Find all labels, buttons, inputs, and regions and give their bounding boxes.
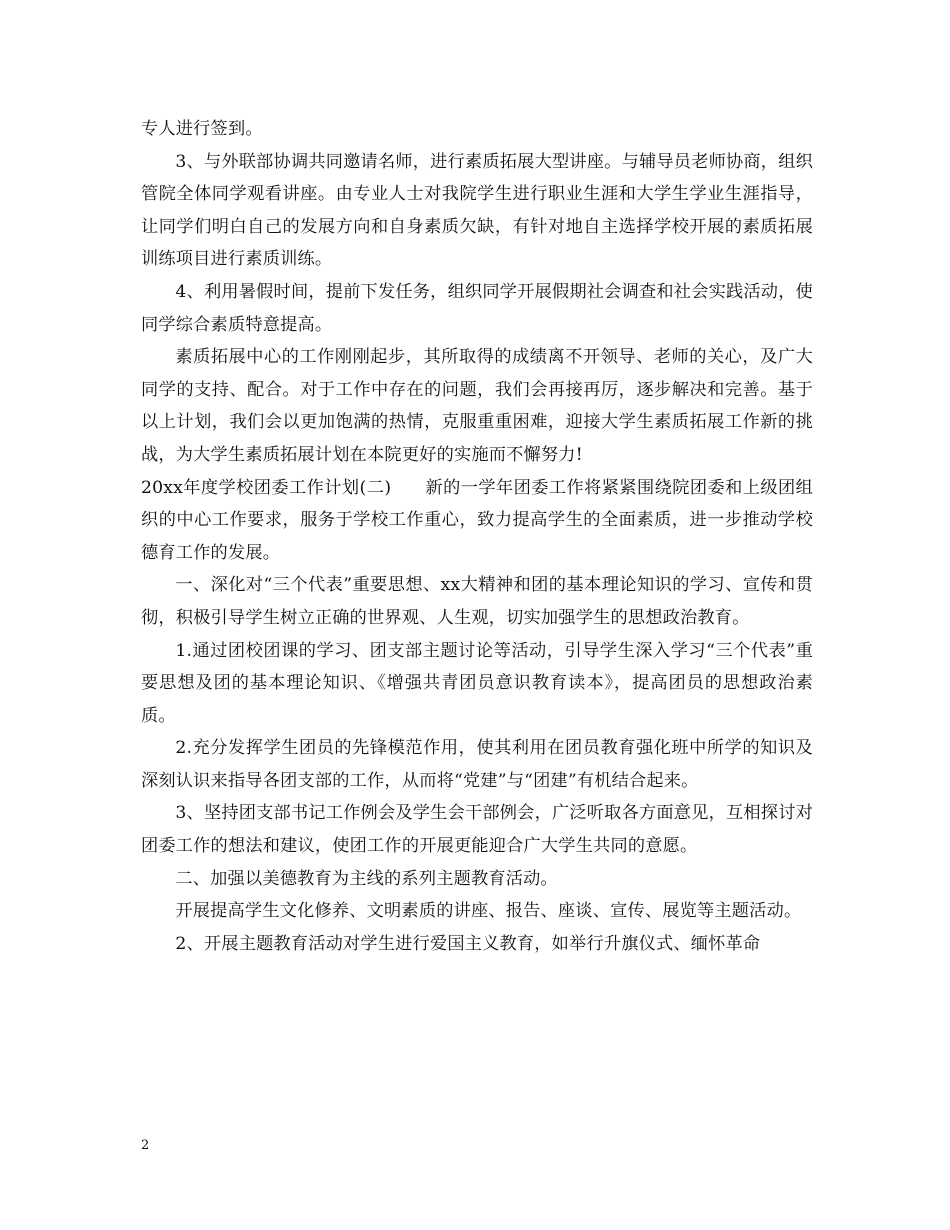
paragraph-1: 专人进行签到。 bbox=[141, 119, 263, 139]
paragraph-8: 2.充分发挥学生团员的先锋模范作用，使其利用在团员教育强化班中所学的知识及深刻认识来指导各团支部的工作，从而将“党建”与“团建”有机结合起来。 bbox=[141, 738, 813, 791]
paragraph-7: 1.通过团校团课的学习、团支部主题讨论等活动，引导学生深入学习“三个代表”重要思想及团的基本理论知识、《增强共青团员意识教育读本》，提高团员的思想政治素质。 bbox=[141, 640, 813, 726]
paragraph-5-text: 新的一学年团委工作将紧紧围绕院团委和上级团组织的中心工作要求，服务于学校工作重心，致力提高学生的全面素质，进一步推动学校德育工作的发展。 bbox=[141, 477, 813, 563]
paragraph-6: 一、深化对“三个代表”重要思想、xx大精神和团的基本理论知识的学习、宣传和贯彻，积极引导学生树立正确的世界观、人生观，切实加强学生的思想政治教育。 bbox=[141, 575, 813, 628]
document-body bbox=[141, 113, 813, 960]
section-heading: 20xx年度学校团委工作计划(二) bbox=[141, 477, 392, 498]
paragraph-4: 素质拓展中心的工作刚刚起步，其所取得的成绩离不开领导、老师的关心，及广大同学的支持、配合。对于工作中存在的问题，我们会再接再厉，逐步解决和完善。基于以上计划，我们会以更加饱满的热情，克服重重困难，迎接大学生素质拓展工作新的挑战，为大学生素质拓展计划在本院更好的实施而不懈努力! bbox=[141, 347, 813, 465]
paragraph-12: 2、开展主题教育活动对学生进行爱国主义教育，如举行升旗仪式、缅怀革命 bbox=[175, 933, 761, 954]
paragraph-2: 3、与外联部协调共同邀请名师，进行素质拓展大型讲座。与辅导员老师协商，组织管院全体同学观看讲座。由专业人士对我院学生进行职业生涯和大学生学业生涯指导，让同学们明白自己的发展方向和自身素质欠缺，有针对地自主选择学校开展的素质拓展训练项目进行素质训练。 bbox=[141, 151, 813, 270]
paragraph-10: 二、加强以美德教育为主线的系列主题教育活动。 bbox=[175, 868, 558, 889]
paragraph-3: 4、利用暑假时间，提前下发任务，组织同学开展假期社会调查和社会实践活动，使同学综合素质特意提高。 bbox=[141, 281, 813, 335]
paragraph-5 bbox=[141, 472, 813, 570]
paragraph-9: 3、坚持团支部书记工作例会及学生会干部例会，广泛听取各方面意见，互相探讨对团委工作的想法和建议，使团工作的开展更能迎合广大学生共同的意愿。 bbox=[141, 803, 813, 857]
paragraph-11: 开展提高学生文化修养、文明素质的讲座、报告、座谈、宣传、展览等主题活动。 bbox=[175, 901, 802, 922]
page-number: 2 bbox=[141, 1138, 150, 1153]
